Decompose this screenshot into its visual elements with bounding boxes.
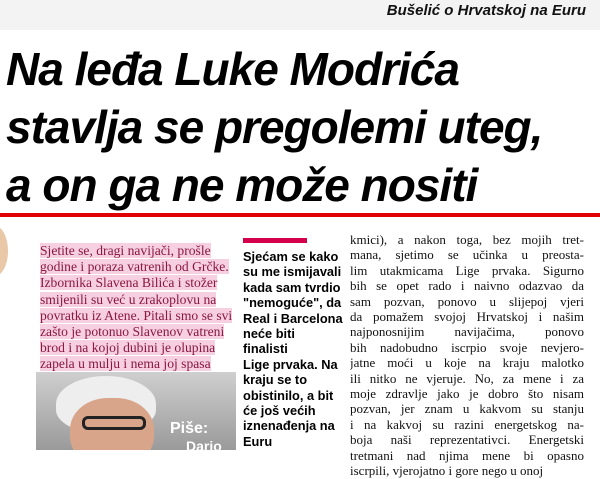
- lede-line: Izbornika Slavena Bilića i stožer: [40, 275, 218, 291]
- body-line: lim utakmicama Lige prvaka. Sigurno: [350, 262, 584, 278]
- body-line: da pomažem svojoj Hrvatskoj i našim: [350, 309, 584, 325]
- pullquote-rule: [243, 238, 307, 243]
- body-line: kmici), a nakon toga, bez mojih tret-: [350, 232, 584, 247]
- top-banner: [0, 0, 600, 30]
- pullquote-line: neće biti finalisti: [243, 326, 295, 357]
- body-line: iscrpili, vjerojatno i gore nego u onoj: [350, 463, 544, 479]
- pullquote-line: obistinilo, a bit: [243, 387, 334, 403]
- headline-divider: [0, 213, 600, 217]
- body-line: bih nadobudno iscrpio svoje nevjero-: [350, 339, 584, 355]
- pullquote-line: "nemoguće", da: [243, 295, 342, 311]
- body-line: boja naši reprezentativci. Energetski: [350, 432, 584, 448]
- body-line: ili nitko ne vjeruje. No, za mene i za: [350, 370, 584, 386]
- lede-line: zašto je potonuo Slavenov vatreni: [40, 324, 225, 340]
- section-kicker: Bušelić o Hrvatskoj na Euru: [386, 2, 586, 19]
- body-line: jatne moći u koje na kraju malotko: [350, 355, 584, 371]
- pullquote-line: su me ismijavali: [243, 264, 342, 280]
- lede-line: brod i na kojoj dubini je olupina: [40, 340, 216, 356]
- photo-glasses: [82, 416, 146, 430]
- body-line: mana, sjetimo se učinka u preosta-: [350, 247, 584, 263]
- body-line: bih se opet rado i naivno odazvao da: [350, 278, 584, 294]
- pullquote-line: će još većih: [243, 403, 316, 419]
- cropped-image-edge: [0, 226, 8, 276]
- pullquote-line: kada sam tvrdio: [243, 279, 341, 295]
- headline-line: stavlja se pregolemi uteg,: [6, 101, 543, 153]
- lede-line: Sjetite se, dragi navijači, prošle: [40, 243, 211, 258]
- lede-line: smijenili su već u zrakoplovu na: [40, 291, 217, 307]
- body-line: tretmani nad njima mene bi opasno: [350, 447, 584, 463]
- body-line: najponosnijim navijačima, ponovo: [350, 324, 584, 340]
- body-line: pozvan, jer znam u kakvom su stanju: [350, 401, 584, 417]
- pullquote-line: Sjećam se kako: [243, 249, 339, 264]
- body-line: i na kakvoj su razini energetskog na-: [350, 416, 584, 432]
- pullquote-line: Lige prvaka. Na: [243, 356, 338, 372]
- lede-line: povratku iz Atene. Pitali smo se svi: [40, 307, 233, 323]
- headline-line: a on ga ne može nositi: [6, 159, 478, 211]
- article-lede: [40, 243, 238, 373]
- article-headline: [6, 40, 600, 214]
- pullquote-line: Real i Barcelona: [243, 310, 343, 326]
- pullquote-line: kraju se to: [243, 372, 308, 388]
- body-line: moje zdravlje jako je dobro što nisam: [350, 386, 584, 402]
- article-body: [350, 232, 584, 479]
- byline-name: Dario: [186, 438, 222, 450]
- pullquote: [243, 249, 343, 449]
- author-photo: [36, 372, 236, 450]
- body-line: sam pozvan, ponovo u slijepoj vjeri: [350, 293, 584, 309]
- byline-label: Piše:: [170, 420, 209, 437]
- lede-line: godine i poraza vatrenih od Grčke.: [40, 259, 229, 275]
- pullquote-line: iznenađenja na: [243, 418, 335, 434]
- lede-line: zapela u mulju i nema joj spasa: [40, 356, 211, 372]
- headline-line: Na leđa Luke Modrića: [6, 43, 459, 95]
- pullquote-line: Euru: [243, 433, 273, 449]
